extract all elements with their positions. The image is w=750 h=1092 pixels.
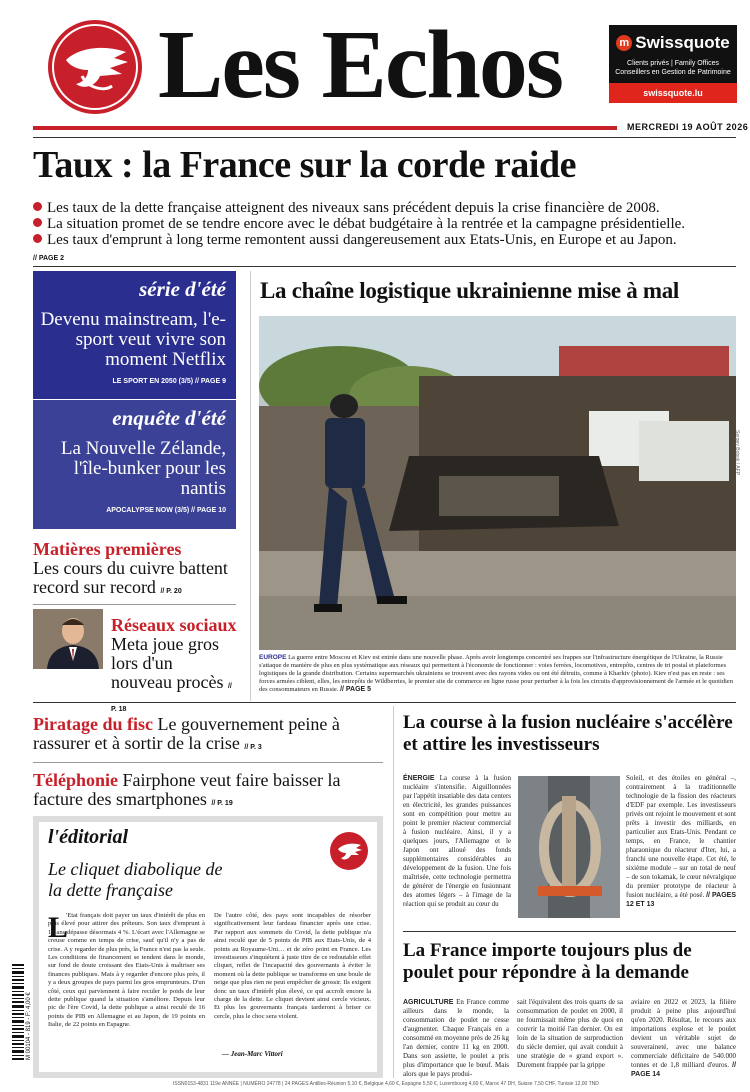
piratage-ref: // P. 3 bbox=[244, 744, 262, 751]
editorial-col-1: 'Etat français doit payer un taux d'intérêt de plus en plus élevé pour attirer des prêteurs. Son taux d'emprunt à 10 ans dépasse désormais 4 %. L'écart avec l'Allemagne se creuse comme en temps de crise, sauf qu'il n'y a pas de crise. A y regarder de plus près, la France n'est pas la seule. Les conditions de financement se tendent dans le monde, sur fond de doute croissant des Etats-Unis à maîtriser ses finances publiques. Mais à y regarder d'encore plus près, il y a deux groupes de pays parmi les gros emprunteurs. D'un côté, ceux qui parviennent à faire reculer le poids de leur dette publique quand la situation s'améliore. Depuis leur pic de l'ère Covid, la dette publique a ainsi reculé de 16 points de PIB en Allemagne et au Japon, de 19 points en Italie, de 22 points en Espagne. bbox=[48, 912, 205, 1029]
issue-date: MERCREDI 19 AOÛT 2026 bbox=[627, 122, 749, 132]
divider bbox=[33, 137, 736, 138]
barcode-text: M 00104 - 819 - F: 4,00 € bbox=[26, 992, 32, 1060]
serie-headline: Devenu mainstream, l'e-sport veut vivre son moment Netflix bbox=[40, 309, 226, 370]
winged-helmet-icon bbox=[48, 20, 142, 114]
reseaux-kicker: Réseaux sociaux bbox=[111, 615, 237, 635]
winged-helmet-small-icon bbox=[330, 832, 368, 870]
divider bbox=[33, 266, 736, 267]
lead-bullet: La situation promet de se tendre encore avec le débat budgétaire à la rentrée et la campagne présidentielle. bbox=[33, 216, 685, 233]
masthead-rule bbox=[33, 126, 617, 130]
lead-bullet: Les taux d'emprunt à long terme remontent aussi dangereusement aux Etats-Unis, en Europe et au Japon. bbox=[33, 232, 677, 249]
ad-brand-name: Swissquote bbox=[635, 33, 730, 52]
fusion-ref[interactable]: // PAGES 12 ET 13 bbox=[626, 892, 737, 908]
ukraine-caption bbox=[259, 654, 734, 694]
serie-ref: LE SPORT EN 2050 (3/5) // PAGE 9 bbox=[112, 378, 226, 385]
enquete-kicker: enquête d'été bbox=[112, 406, 226, 430]
bombed-supermarket-image bbox=[259, 316, 736, 650]
caption-ref[interactable]: // PAGE 5 bbox=[340, 686, 372, 693]
caption-text: La guerre entre Moscou et Kiev est entrée dans une nouvelle phase. Après avoir longtemps concentré ses frappes sur l'infrastructure énergétique de l'Ukraine, la Russie s'attaque de manière de plus en plus systématique aux réseaux qui permettent à l'économie de fonctionner : voies ferrées, locomotives, entrepôts, centres de tri postal et plateformes logistiques de la grande distribution. Certains supermarchés ukrainiens se trouvent avec des rayons vides ou ont été détruits, comme à Kharkiv (photo). Kiev n'est pas en reste : ses forces armées ciblent, elles, les entrepôts de Wildberries, le premier site de commerce en ligne russe pour perturber à la fois les circuits d'approvisionnement de l'armée et le quotidien des consommateurs en Russie. bbox=[259, 654, 733, 693]
lead-headline[interactable]: Taux : la France sur la corde raide bbox=[33, 144, 576, 186]
ukraine-headline[interactable]: La chaîne logistique ukrainienne mise à mal bbox=[260, 278, 680, 303]
ad-line-2: Conseillers en Gestion de Patrimoine bbox=[615, 69, 731, 76]
fusion-kicker: ÉNERGIE bbox=[403, 775, 435, 782]
barcode bbox=[12, 964, 24, 1060]
matieres-headline: Les cours du cuivre battent record sur record bbox=[33, 558, 228, 597]
telephonie-headline: Fairphone veut faire baisser la facture des smartphones bbox=[33, 770, 341, 809]
serie-ete-panel[interactable] bbox=[33, 271, 236, 399]
footer-prices: ISSN0153-4831 119e ANNÉE | NUMÉRO 24778 | 24 PAGES Antilles-Réunion 5,10 €, Belgique 4,60 €, Espagne 5,50 €, Luxembourg 4,60 €, Maroc 47 DH, Suisse 7,50 CHF, Tunisie 12,00 TND bbox=[173, 1081, 599, 1087]
poulet-kicker: AGRICULTURE bbox=[403, 999, 454, 1006]
poulet-col-1: AGRICULTURE En France comme ailleurs dans le monde, la consommation de poulet ne cesse d'augmenter. Chaque Français en a consommé en moyenne près de 26 kg l'an dernier, contre 11 kg en 2000. Dans son assiette, le poulet a pris plus d'importance que le bœuf. Mais alors que le pays produi- bbox=[403, 998, 509, 1078]
ad-url-link[interactable]: swissquote.lu bbox=[609, 83, 737, 103]
telephonie-ref: // P. 19 bbox=[211, 800, 233, 807]
bullet-icon bbox=[33, 234, 42, 243]
barcode-icon bbox=[12, 964, 24, 1060]
column-divider bbox=[250, 271, 251, 701]
column-divider bbox=[393, 706, 394, 1078]
telephonie-kicker: Téléphonie bbox=[33, 770, 119, 790]
poulet-headline[interactable]: La France importe toujours plus de poulet pour répondre à la demande bbox=[403, 940, 692, 983]
poulet-col-3: aviaire en 2022 et 2023, la filière produit à peine plus aujourd'hui qu'en 2020. Résultat, le recours aux importations explose et le poulet devient un véritable sujet de souveraineté, avec une balance commerciale déficitaire de 540.000 tonnes et de 1,8 milliard d'euros. // PAGE 14 bbox=[631, 998, 737, 1078]
telephonie-story[interactable] bbox=[33, 771, 378, 813]
ad-brand bbox=[609, 33, 737, 53]
divider bbox=[33, 762, 383, 763]
logo-mark bbox=[48, 20, 142, 114]
divider bbox=[33, 702, 736, 703]
lead-page-ref[interactable]: // PAGE 2 bbox=[33, 255, 64, 262]
piratage-story[interactable] bbox=[33, 715, 378, 757]
lead-bullet: Les taux de la dette française atteignent des niveaux sans précédent depuis la crise financière de 2008. bbox=[33, 200, 660, 217]
caption-kicker: EUROPE bbox=[259, 654, 287, 661]
matieres-story[interactable] bbox=[33, 540, 238, 601]
reseaux-story[interactable] bbox=[33, 616, 238, 719]
divider bbox=[33, 604, 236, 605]
serie-kicker: série d'été bbox=[139, 277, 226, 301]
divider bbox=[403, 931, 736, 932]
fusion-headline[interactable]: La course à la fusion nucléaire s'accélère et attire les investisseurs bbox=[403, 712, 733, 755]
reseaux-ref: // P. 18 bbox=[111, 683, 232, 713]
editorial-title[interactable]: Le cliquet diabolique de la dette française bbox=[48, 859, 223, 900]
reseaux-headline: Meta joue gros lors d'un nouveau procès bbox=[111, 634, 224, 692]
piratage-headline: Le gouvernement peine à rassurer et à sortir de la crise bbox=[33, 714, 340, 753]
bullet-icon bbox=[33, 218, 42, 227]
fusion-col-2: Soleil, et des étoiles en général –, contrairement à la traditionnelle technologie de la fission des réacteurs d'EDF par exemple. Les investisseurs privés ont rejoint le mouvement et sont prêts à investir des milliards, en particulier aux Etats-Unis. Pendant ce temps, en France, le chantier pharaonique du réacteur d'Iter, lui, a franchi une nouvelle étape. Cet été, le sixième module – sur un total de neuf – de son tokamak, le cœur névralgique du premier prototype de réacteur à fusion nucléaire, a été posé. // PAGES 12 ET 13 bbox=[626, 774, 737, 908]
poulet-col-2: sait l'équivalent des trois quarts de sa consommation de poulet en 2000, il ne fournissait même plus de quoi en couvrir la moitié l'an dernier. On est loin de la situation de surproduction du siècle dernier, qui avait conduit à une stratégie de « grand export ». Durement frappée par la grippe bbox=[517, 998, 623, 1069]
editorial-logo-icon bbox=[330, 832, 368, 870]
reactor-module-image bbox=[518, 776, 620, 918]
fusion-col-1: ÉNERGIE La course à la fusion nucléaire s'intensifie. Aiguillonnées par l'appétit insatiable des data centers en électricité, les grandes puissances sont en compétition pour mettre au point le premier réacteur commercial à fusion nucléaire. Ainsi, il y a quelques jours, l'Allemagne et le Japon ont alloué des fonds supplémentaires considérables au développement de la fusion. Une fois maîtrisée, cette technologie permettra de générer de l'énergie en fusionnant des atomes légers – à l'image de la réaction qui se produit au cœur du bbox=[403, 774, 512, 908]
bullet-icon bbox=[33, 202, 42, 211]
photo-credit: Sergey Bobok / AFP bbox=[734, 430, 740, 476]
enquete-headline: La Nouvelle Zélande, l'île-bunker pour les nantis bbox=[60, 438, 226, 499]
swissquote-logo-icon: m bbox=[616, 35, 632, 51]
dropcap: L bbox=[48, 911, 69, 944]
enquete-ete-panel[interactable] bbox=[33, 400, 236, 529]
matieres-ref: // P. 20 bbox=[160, 588, 182, 595]
enquete-ref: APOCALYPSE NOW (3/5) // PAGE 10 bbox=[106, 507, 226, 514]
poulet-ref[interactable]: // PAGE 14 bbox=[631, 1062, 737, 1078]
ad-line-1: Clients privés | Family Offices bbox=[627, 60, 719, 67]
matieres-kicker: Matières premières bbox=[33, 539, 182, 559]
masthead-title[interactable]: Les Echos bbox=[158, 11, 563, 119]
kharkiv-photo[interactable] bbox=[259, 316, 736, 650]
fusion-reactor-photo[interactable] bbox=[518, 776, 620, 918]
editorial-signature: — Jean-Marc Vittori bbox=[222, 1050, 283, 1058]
editorial-kicker: l'éditorial bbox=[48, 826, 128, 848]
editorial-col-2: De l'autre côté, des pays sont incapables de résorber significativement leur fardeau financier après une crise. Par rapport aux sommets du Covid, la dette publique n'a ainsi reculé que de 5 points de PIB aux Etats-Unis, de 4 points au Royaume-Uni… et de zéro point en France. Les investisseurs s'inquiètent à juste titre de ce redoutable effet cliquet, reflet de l'incapacité des gouvernants à éviter le moment où la dette publique se transforme en une boule de neige que plus rien ne peut empêcher de grossir. Ils exigent donc un taux d'intérêt plus élevé, ce qui accroît encore la charge de la dette. Le cliquet devient ainsi cercle vicieux. Et plus les gouvernants français tarderont à briser ce cercle, plus le choc sera violent. bbox=[214, 912, 371, 1020]
piratage-kicker: Piratage du fisc bbox=[33, 714, 153, 734]
